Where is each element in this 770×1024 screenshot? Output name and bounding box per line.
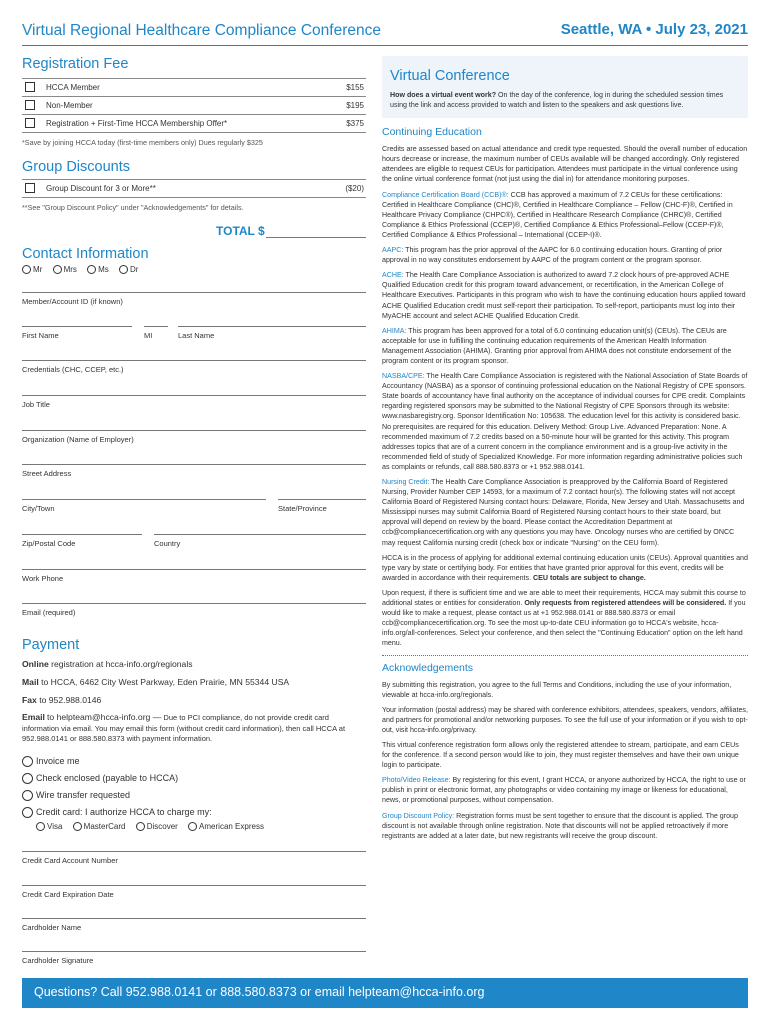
cardholder-name-field[interactable]: Cardholder Name [22,918,366,932]
member-id-field[interactable]: Member/Account ID (if known) [22,292,366,306]
cc-expiration-field[interactable]: Credit Card Expiration Date [22,885,366,899]
payment-title: Payment [22,637,80,654]
fee-label: Non-Member [46,101,93,110]
contact-info-title: Contact Information [22,246,149,262]
card-types [36,822,366,831]
ack-group-policy: Group Discount Policy: Registration forms must be sent together to ensure that the discount is applied. The group discount is not available through online registration. Note that discounts will not be applied retroactively if more registrants are added at a later date, but new registrants will receive the group discount. [382,811,738,840]
country-field[interactable]: Country [154,534,366,548]
fee-table [22,78,366,133]
fee-checkbox[interactable] [25,82,35,92]
last-name-field[interactable]: Last Name [178,326,366,340]
ack-single-attendee: This virtual conference registration form allows only the registered attendee to stream, participate, and earn CEUs for the conference. If a second person would like to join, they must register themselves and have their own unique login to participate. [382,740,739,770]
ce-request: Upon request, if there is sufficient time and we are able to meet their requirements, HCCA may submit this course to additional states or entities for consideration. Only requests from registered attendees will be considered. If you would like to make a request, please contact us at +1 952.988.0141 or 888.580.8373 or email ccb@compliancecertification.org. To see the most up-to-date CEU information go to HCCA's website, hcca-info.org/all-conferences. Select your conference, and then select the "Continuing Education" option on the left hand menu. [382,588,746,648]
ce-ccb: Compliance Certification Board (CCB)®: CCB has approved a maximum of 7.2 CEUs for these certifications: Certified in Healthcare Compliance (CHC)®, Certified in Healthcare Compliance – Fellow (CHC-F)®, Certified in Healthcare Privacy Compliance (CHPC®), Certified in Healthcare Research Compliance (CHRC)®, Certified Compliance & Ethics Professional (CCEP)®, Certified Compliance & Ethics Professional–Fellow (CCEP-F)®, Certified Compliance & Ethics Professional – International (CCEP-I)®. [382,190,733,239]
fee-row-membership-offer[interactable] [22,115,366,133]
job-title-field[interactable]: Job Title [22,395,366,409]
ce-aapc: AAPC: This program has the prior approval of the AAPC for 6.0 continuing education hours. Granting of prior approval in no way constitutes endorsement by AAPC of the program content or the program sponsor. [382,246,723,265]
zip-field[interactable]: Zip/Postal Code [22,534,142,548]
salutation-dr[interactable]: Dr [119,265,138,274]
divider [382,655,748,656]
state-field[interactable]: State/Province [278,499,366,513]
left-column [22,56,366,966]
card-discover[interactable]: Discover [136,822,178,831]
acknowledgements-title: Acknowledgements [382,661,474,674]
ack-terms: By submitting this registration, you agree to the full Terms and Conditions, including the use of your information, viewable at hcca-info.org/regionals. [382,680,732,699]
salutation-group [22,265,366,274]
ack-privacy: Your information (postal address) may be shared with conference exhibitors, attendees, speakers, vendors, affiliates, and partners for promotional and/or networking purposes. To see the full use of your information or if you wish to opt-out, visit hcca-info.org/privacy. [382,705,748,734]
salutation-mrs[interactable]: Mrs [53,265,77,274]
mi-field[interactable]: MI [144,326,168,340]
group-discounts-title: Group Discounts [22,159,130,175]
ack-photo-release: Photo/Video Release: By registering for this event, I grant HCCA, or anyone authorized by HCCA, the right to use or publish in print or electronic format, any photographs or video containing my image or likeness for educational, news, or promotional purposes, without compensation. [382,776,746,805]
continuing-education-title: Continuing Education [382,126,482,139]
cc-number-field[interactable]: Credit Card Account Number [22,851,366,865]
fee-row-group[interactable] [22,180,366,198]
option-check[interactable]: Check enclosed (payable to HCCA) [22,770,366,787]
virtual-conference-title: Virtual Conference [390,68,510,84]
credentials-field[interactable]: Credentials (CHC, CCEP, etc.) [22,360,366,374]
first-name-field[interactable]: First Name [22,326,132,340]
option-invoice[interactable]: Invoice me [22,753,366,770]
footer-contact-bar: Questions? Call 952.988.0141 or 888.580.8373 or email helpteam@hcca-info.org [22,978,748,1008]
fee-row-nonmember[interactable] [22,97,366,115]
organization-field[interactable]: Organization (Name of Employer) [22,430,366,444]
virtual-conference-box [382,56,748,118]
registration-fee-title: Registration Fee [22,56,129,72]
ce-ache: ACHE: The Health Care Compliance Association is authorized to award 7.2 clock hours of pre-approved ACHE Qualified Education credit for this program toward advancement, or recertification, in the American College of Healthcare Executives. Participants in this program who wish to have the continuing education hours applied toward ACHE Qualified Education credit must self-report their participation. To self-report, participants must log into their MyACHE account and select ACHE Qualified Education Credit. [382,271,746,320]
fee-note: *Save by joining HCCA today (first-time members only) Dues regularly $325 [22,138,263,147]
card-amex[interactable]: American Express [188,822,264,831]
fee-price: $195 [346,101,364,110]
fee-checkbox[interactable] [25,118,35,128]
ce-intro: Credits are assessed based on actual attendance and credit type requested. Should the overall number of education hours decrease or increase, the maximum number of CEUs available will be changed accordingly. Only registered attendees are eligible to request CEUs for participation. Attendees must participate in the virtual conference using the online virtual conference format (not just using the dial in) for attendance monitoring purposes. [382,145,748,184]
ce-process: HCCA is in the process of applying for additional external continuing education units (CEUs). Approval quantities and type vary by state or certifying body. For entities that have granted prior approval for this event, credits will be awarded in accordance with their requirements. CEU totals are subject to change. [382,553,748,582]
salutation-mr[interactable]: Mr [22,265,42,274]
group-note: **See "Group Discount Policy" under "Acknowledgements" for details. [22,203,244,212]
fee-checkbox[interactable] [25,183,35,193]
fee-label: Registration + First-Time HCCA Membership Offer* [46,119,228,128]
work-phone-field[interactable]: Work Phone [22,569,366,583]
total-label: TOTAL $ [216,224,265,238]
option-wire[interactable]: Wire transfer requested [22,787,366,804]
total-row [22,220,366,242]
payment-options [22,753,366,821]
street-address-field[interactable]: Street Address [22,464,366,478]
ce-nasba: NASBA/CPE: The Health Care Compliance Association is registered with the National Association of State Boards of Accountancy (NASBA) as a sponsor of continuing professional education on the National Registry of CPE sponsors. State boards of accountancy have final authority on the acceptance of individual courses for CPE credit. Complaints regarding registered sponsors may be submitted to the National Registry of CPE Sponsors through its website: www.nasbaregistry.org. Sponsor Identification No: 105638. The education level for this activity is considered basic. No prerequisites are required for this education. Delivery Method: Group Live. Advanced Preparation: None. A recommended maximum of 7.2 credits based on a 50-minute hour will be granted for this activity. This program addresses topics that are of a current concern in the compliance environment and is a group-live activity in the recommended field of study of Specialized Knowledge. For more information regarding administrative policies such as complaints or refunds, call 888.580.8373 or +1 952.988.0141. [382,372,748,471]
payment-methods: Online registration at hcca-info.org/regionals Mail to HCCA, 6462 City West Parkway, Eden Prairie, MN 55344 USA Fax to 952.988.0146 Email to helpteam@hcca-info.org — Due to PCI compliance, do not provide credit card information via email. You may email this form (without credit card information), then call HCCA at 952.988.0141 or 888.580.8373 with payment information. [22,659,346,744]
fee-label: HCCA Member [46,83,100,92]
ce-ahima: AHIMA: This program has been approved for a total of 6.0 continuing education unit(s) (CEUs). The CEUs are acceptable for use in fulfilling the continuing education requirements of the American Health Information Management Association (AHIMA). Granting prior approval from AHIMA does not constitute endorsement of the program content or its program sponsor. [382,326,732,365]
fee-price: ($20) [345,184,364,193]
virtual-conference-text: How does a virtual event work? On the day of the conference, log in during the scheduled session times using the link and access provided to watch and listen to the speakers and ask questions live. [390,91,724,110]
email-field[interactable]: Email (required) [22,603,366,617]
fee-price: $155 [346,83,364,92]
option-credit-card[interactable]: Credit card: I authorize HCCA to charge my: [22,804,366,821]
fee-checkbox[interactable] [25,100,35,110]
card-visa[interactable]: Visa [36,822,62,831]
page-header [22,20,748,46]
total-input[interactable] [266,237,366,238]
fee-label: Group Discount for 3 or More** [46,184,156,193]
conference-title: Virtual Regional Healthcare Compliance Conference [22,22,381,39]
cardholder-signature-field[interactable]: Cardholder Signature [22,951,366,965]
right-column [382,56,748,846]
city-field[interactable]: City/Town [22,499,266,513]
group-table [22,179,366,198]
ce-nursing: Nursing Credit: The Health Care Compliance Association is preapproved by the California Board of Registered Nursing, Provider Number CEP 14593, for a maximum of 7.2 contact hour(s). The following states will not accept California Board of Registered Nursing contact hours: Delaware, Florida, New Jersey and Utah. Massachusetts and Mississippi nurses may submit California Board of Registered Nursing contact hours to their state board, but approval will depend on review by the board. Please contact the Accreditation Department at ccb@compliancecertification.org with any questions you may have. Oncology nurses who are certified by ONCC may request California nursing credit (check box or indicate "Nursing" on the CEU form). [382,478,745,547]
card-mastercard[interactable]: MasterCard [73,822,126,831]
contact-fields [22,274,366,629]
fee-price: $375 [346,119,364,128]
fee-row-member[interactable] [22,79,366,97]
cc-fields [22,831,366,966]
location-date: Seattle, WA • July 23, 2021 [560,21,748,38]
salutation-ms[interactable]: Ms [87,265,109,274]
